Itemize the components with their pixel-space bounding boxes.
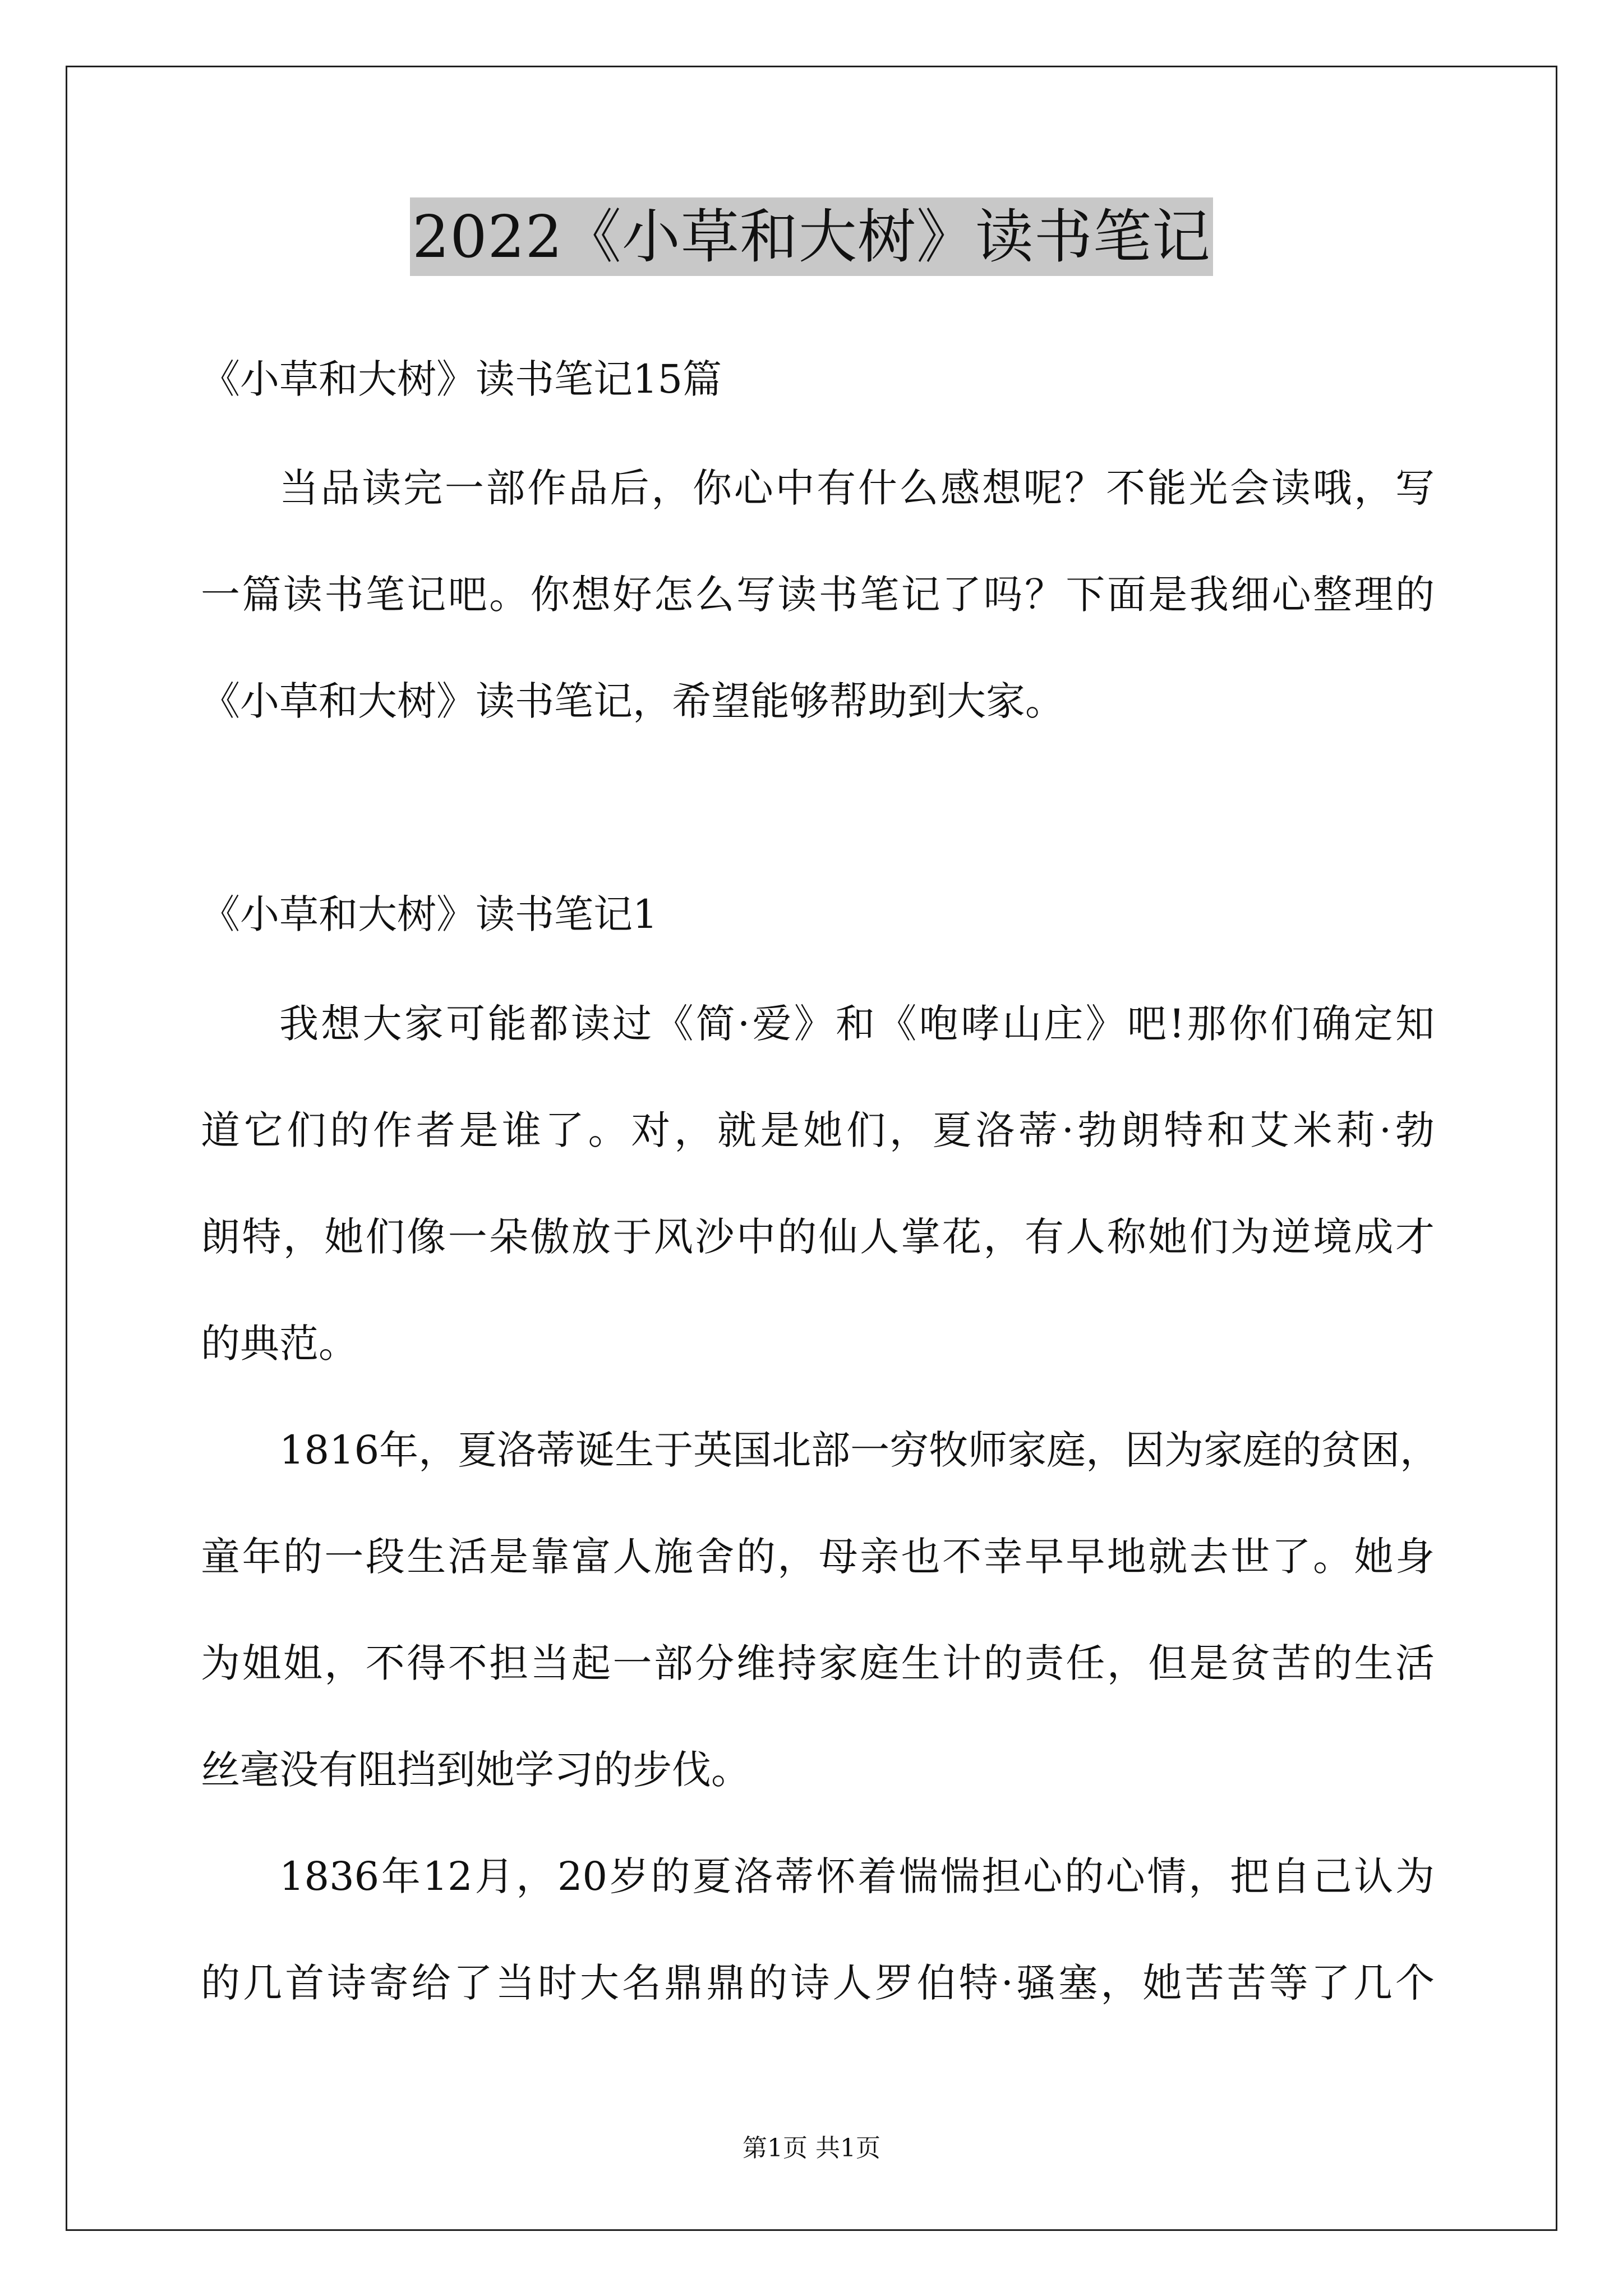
intro-line[interactable]: 一篇读书笔记吧。你想好怎么写读书笔记了吗？下面是我细心整理的 xyxy=(201,572,1435,618)
title-container xyxy=(0,197,1623,276)
paragraph-line[interactable]: 朗特，她们像一朵傲放于风沙中的仙人掌花，有人称她们为逆境成才 xyxy=(201,1214,1435,1260)
paragraph-line[interactable]: 童年的一段生活是靠富人施舍的，母亲也不幸早早地就去世了。她身 xyxy=(201,1534,1435,1580)
intro-line[interactable]: 当品读完一部作品后，你心中有什么感想呢？不能光会读哦，写 xyxy=(279,465,1435,511)
page-footer xyxy=(0,2132,1623,2165)
paragraph-line[interactable]: 的典范。 xyxy=(201,1320,358,1366)
section-heading[interactable]: 《小草和大树》读书笔记1 xyxy=(201,891,658,937)
document-subtitle[interactable]: 《小草和大树》读书笔记15篇 xyxy=(201,356,722,402)
paragraph-line[interactable]: 道它们的作者是谁了。对，就是她们，夏洛蒂·勃朗特和艾米莉·勃 xyxy=(201,1107,1435,1153)
paragraph-line[interactable]: 1836年12月，20岁的夏洛蒂怀着惴惴担心的心情，把自己认为 xyxy=(279,1853,1435,1899)
paragraph-line[interactable]: 我想大家可能都读过《简·爱》和《咆哮山庄》吧!那你们确定知 xyxy=(279,1001,1435,1047)
paragraph-line[interactable]: 1816年，夏洛蒂诞生于英国北部一穷牧师家庭，因为家庭的贫困， xyxy=(279,1427,1440,1473)
document-title[interactable]: 2022《小草和大树》读书笔记 xyxy=(410,197,1213,276)
page-indicator: 第1页 共1页 xyxy=(743,2134,880,2162)
paragraph-line[interactable]: 丝毫没有阻挡到她学习的步伐。 xyxy=(201,1747,750,1793)
paragraph-line[interactable]: 的几首诗寄给了当时大名鼎鼎的诗人罗伯特·骚塞，她苦苦等了几个 xyxy=(201,1960,1435,2006)
paragraph-line[interactable]: 为姐姐，不得不担当起一部分维持家庭生计的责任，但是贫苦的生活 xyxy=(201,1640,1435,1686)
intro-line[interactable]: 《小草和大树》读书笔记，希望能够帮助到大家。 xyxy=(201,678,1064,724)
